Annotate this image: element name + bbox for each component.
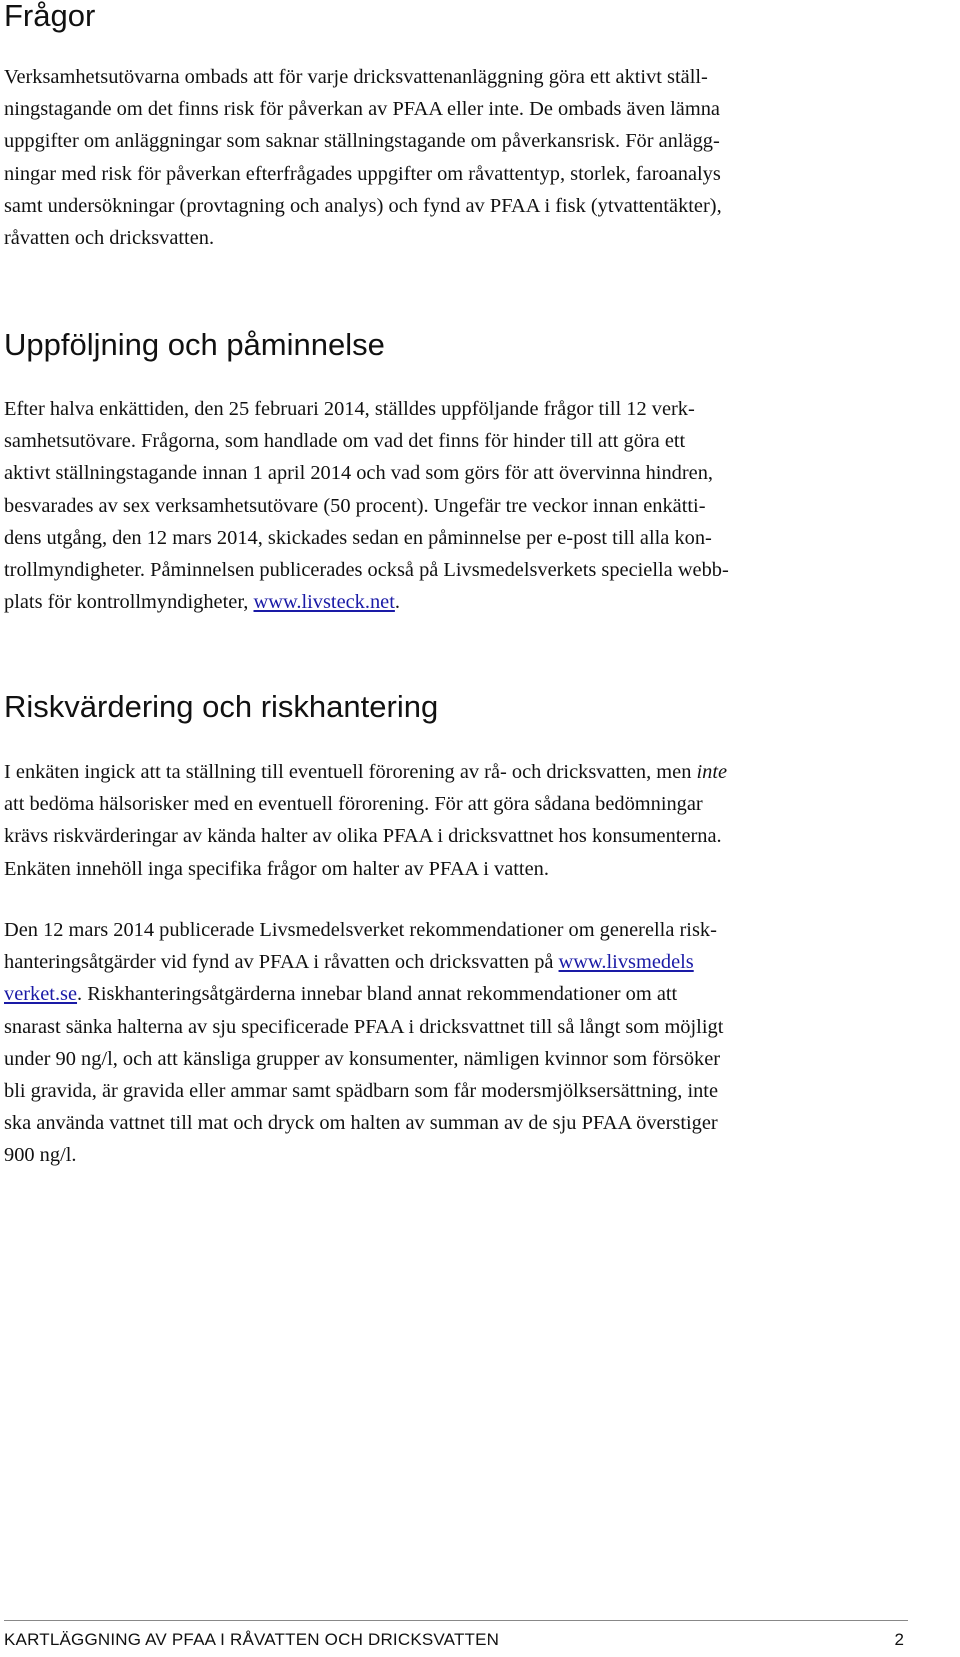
text-line: trollmyndigheter. Påminnelsen publicerades också på Livsmedelsverkets speciella webb-	[4, 559, 729, 582]
text-segment: hanteringsåtgärder vid fynd av PFAA i råvatten och dricksvatten på	[4, 951, 559, 974]
text-segment: .	[394, 591, 400, 614]
footer-divider	[4, 1620, 908, 1621]
heading-fragor: Frågor	[4, 0, 96, 33]
text-line	[4, 586, 904, 618]
text-line: Enkäten innehöll inga specifika frågor om halter av PFAA i vatten.	[4, 857, 549, 880]
livsmedelsverket-link[interactable]: www.livsmedels	[558, 951, 694, 974]
text-line: Efter halva enkättiden, den 25 februari 2014, ställdes uppföljande frågor till 12 verk-	[4, 398, 695, 420]
heading-riskvardering: Riskvärdering och riskhantering	[4, 689, 439, 724]
heading-uppfoljning: Uppföljning och påminnelse	[4, 327, 385, 362]
text-line: Den 12 mars 2014 publicerade Livsmedelsverket rekommendationer om generella risk-	[4, 919, 717, 941]
paragraph-uppfoljning	[4, 393, 904, 618]
text-segment: plats för kontrollmyndigheter,	[4, 591, 254, 614]
text-segment: I enkäten ingick att ta ställning till eventuell förorening av rå- och dricksvatten, men	[4, 761, 697, 783]
text-line: dens utgång, den 12 mars 2014, skickades sedan en påminnelse per e-post till alla kon-	[4, 526, 712, 549]
text-line: krävs riskvärderingar av kända halter av olika PFAA i dricksvattnet hos konsumenterna.	[4, 825, 722, 848]
paragraph-riskvardering-1	[4, 756, 904, 885]
page-number: 2	[894, 1630, 904, 1649]
text-line: snarast sänka halterna av sju specificerade PFAA i dricksvattnet till så långt som möjligt	[4, 1015, 724, 1038]
text-line	[4, 756, 904, 788]
livsmedelsverket-link-continued[interactable]: verket.se	[4, 983, 78, 1006]
text-line: aktivt ställningstagande innan 1 april 2014 och vad som görs för att övervinna hindren,	[4, 462, 713, 485]
text-line: att bedöma hälsorisker med en eventuell förorening. För att göra sådana bedömningar	[4, 793, 703, 816]
text-line: samt undersökningar (provtagning och analys) och fynd av PFAA i fisk (ytvattentäkter),	[4, 194, 722, 217]
footer-title: KARTLÄGGNING AV PFAA I RÅVATTEN OCH DRICKSVATTEN	[4, 1630, 500, 1649]
text-line	[4, 946, 904, 978]
text-line: under 90 ng/l, och att känsliga grupper av konsumenter, nämligen kvinnor som försöker	[4, 1047, 721, 1070]
text-line: bli gravida, är gravida eller ammar samt spädbarn som får modersmjölksersättning, inte	[4, 1080, 719, 1103]
text-line: ningstagande om det finns risk för påverkan av PFAA eller inte. De ombads även lämna	[4, 98, 720, 121]
paragraph-riskvardering-2	[4, 914, 904, 1172]
text-line	[4, 978, 904, 1010]
paragraph-fragor	[4, 61, 904, 254]
text-line: besvarades av sex verksamhetsutövare (50 procent). Ungefär tre veckor innan enkätti-	[4, 494, 706, 517]
text-segment: . Riskhanteringsåtgärderna innebar bland annat rekommendationer om att	[77, 983, 678, 1006]
text-line: ningar med risk för påverkan efterfrågades uppgifter om råvattentyp, storlek, faroanalys	[4, 162, 721, 185]
text-line: samhetsutövare. Frågorna, som handlade om vad det finns för hinder till att göra ett	[4, 430, 686, 453]
livsteck-link[interactable]: www.livsteck.net	[253, 591, 395, 614]
text-line: uppgifter om anläggningar som saknar ställningstagande om påverkansrisk. För anlägg-	[4, 130, 720, 153]
text-line: Verksamhetsutövarna ombads att för varje dricksvattenanläggning göra ett aktivt ställ-	[4, 66, 708, 88]
emphasis-text: inte	[696, 761, 728, 783]
text-line: 900 ng/l.	[4, 1144, 77, 1167]
text-line: råvatten och dricksvatten.	[4, 227, 215, 250]
text-line: ska använda vattnet till mat och dryck om halten av summan av de sju PFAA överstiger	[4, 1112, 718, 1135]
